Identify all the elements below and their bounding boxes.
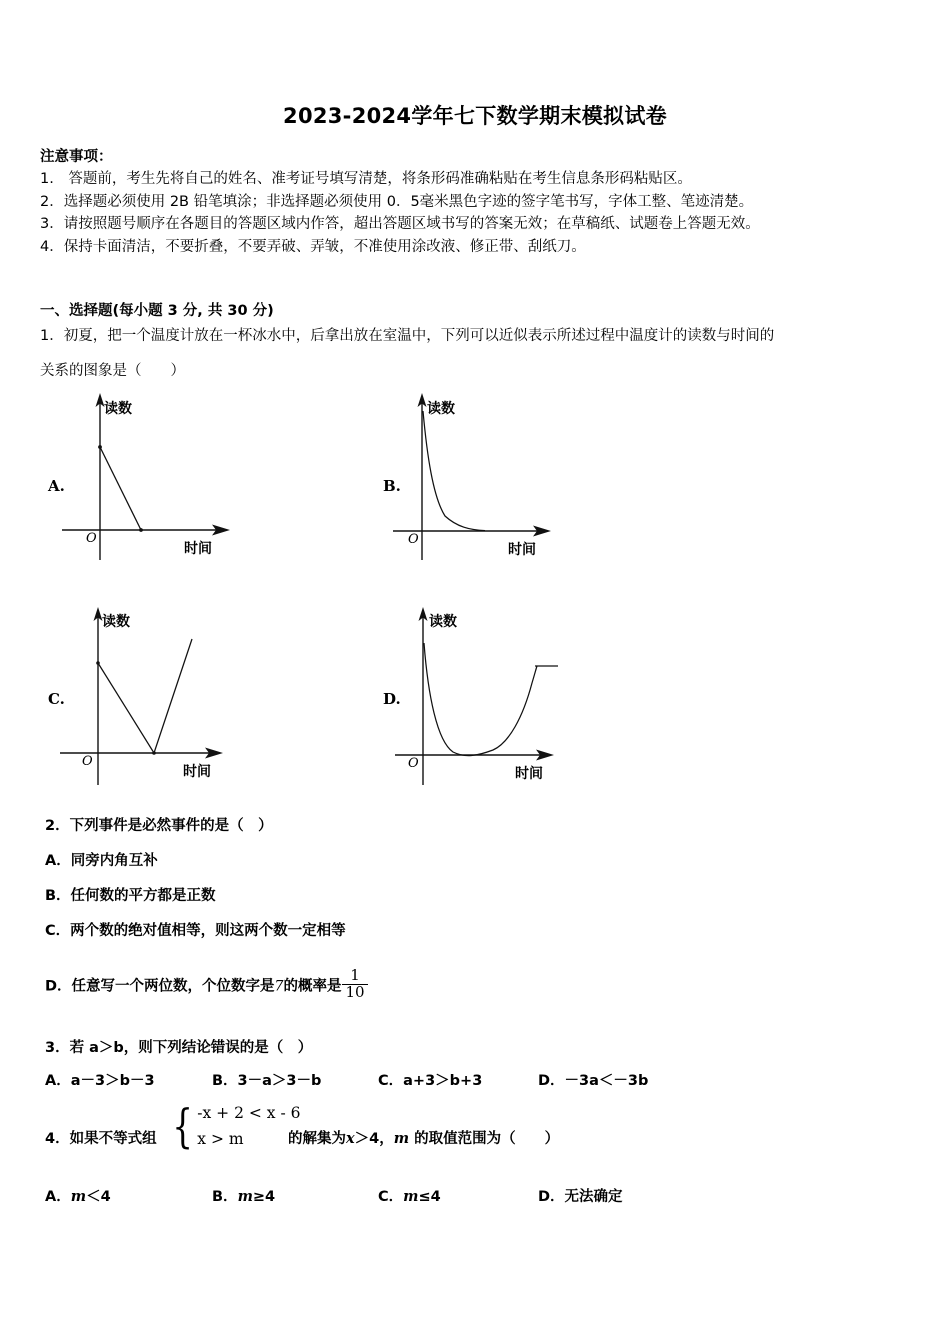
- graph-a-origin-label: O: [86, 531, 97, 546]
- graph-a-y-axis-label: 读数: [104, 401, 132, 417]
- graph-d-origin-label: O: [408, 756, 419, 771]
- q4-opt-b-letter: B．: [212, 1189, 238, 1205]
- question-3-option-d[interactable]: D．－3a＜－3b: [538, 1073, 649, 1089]
- q2-option-d-digit: 7: [274, 978, 284, 995]
- q4-opt-d-rest: 无法确定: [564, 1189, 623, 1205]
- question-4-option-b[interactable]: [212, 1185, 275, 1206]
- question-2-option-a[interactable]: A．同旁内角互补: [45, 853, 158, 869]
- question-1-stem-line1: 1．初夏，把一个温度计放在一杯冰水中，后拿出放在室温中，下列可以近似表示所述过程中温度计的读数与时间的: [40, 328, 775, 344]
- question-2-option-c[interactable]: C．两个数的绝对值相等，则这两个数一定相等: [45, 923, 346, 939]
- graph-c-x-axis-label: 时间: [183, 764, 211, 780]
- q4-opt-c-var: m: [403, 1188, 419, 1205]
- q4-opt-d-letter: D．: [538, 1189, 565, 1205]
- option-label-a: A.: [48, 477, 65, 495]
- question-4-stem-suffix: [288, 1127, 559, 1148]
- option-label-c: C.: [48, 690, 65, 708]
- question-4-inequality-system: [168, 1098, 301, 1154]
- graph-b-origin-label: O: [408, 532, 419, 547]
- question-3-option-a[interactable]: A．a－3＞b－3: [45, 1073, 155, 1089]
- graph-c-origin-label: O: [82, 754, 93, 769]
- q4-opt-b-var: m: [237, 1188, 253, 1205]
- fraction-numerator: 1: [350, 966, 360, 984]
- question-2-option-d[interactable]: [45, 968, 369, 1001]
- q4-suffix-var-m: m: [393, 1130, 410, 1147]
- question-4-option-d[interactable]: [538, 1185, 623, 1206]
- question-3-option-b[interactable]: B．3－a＞3－b: [212, 1073, 322, 1089]
- option-label-d: D.: [383, 690, 401, 708]
- notice-item-4: 4．保持卡面清洁，不要折叠，不要弄破、弄皱，不准使用涂改液、修正带、刮纸刀。: [40, 238, 586, 255]
- graph-b-y-axis-label: 读数: [427, 401, 455, 417]
- question-4-option-a[interactable]: [45, 1185, 111, 1206]
- question-1-option-d[interactable]: [375, 595, 705, 795]
- question-1-option-b[interactable]: [375, 385, 705, 585]
- fraction-denominator: 10: [342, 984, 367, 1001]
- graph-d-y-axis-label: 读数: [429, 614, 457, 630]
- q4-opt-a-letter: A．: [45, 1189, 71, 1205]
- q2-option-d-middle: 的概率是: [283, 978, 342, 995]
- q4-opt-b-rest: ≥4: [252, 1189, 276, 1205]
- question-2-stem: 2．下列事件是必然事件的是（ ）: [45, 818, 273, 834]
- q4-suffix-var-x: x: [346, 1130, 355, 1147]
- question-3-option-c[interactable]: C．a+3＞b+3: [378, 1073, 483, 1089]
- system-row-2: x > m: [197, 1130, 244, 1148]
- section-heading-choice: 一、选择题(每小题 3 分, 共 30 分): [40, 303, 274, 319]
- graph-b-x-axis-label: 时间: [508, 542, 536, 558]
- q2-option-d-fraction: [342, 968, 367, 1001]
- notice-heading: 注意事项：: [40, 149, 113, 165]
- notice-item-1: 1. 答题前，考生先将自己的姓名、准考证号填写清楚，将条形码准确粘贴在考生信息条形码粘贴区。: [40, 171, 692, 187]
- graph-a-x-axis-label: 时间: [184, 541, 212, 557]
- question-4-option-c[interactable]: [378, 1185, 441, 1206]
- system-row-1: -x + 2 < x - 6: [197, 1104, 301, 1122]
- graph-c-y-axis-label: 读数: [102, 614, 130, 630]
- q4-opt-a-var: m: [70, 1188, 87, 1205]
- graph-d-x-axis-label: 时间: [515, 766, 543, 782]
- graph-b-exponential-decay: [375, 385, 705, 575]
- notice-item-2: 2．选择题必须使用 2B 铅笔填涂；非选择题必须使用 0．5毫米黑色字迹的签字笔书写，字体工整、笔迹清楚。: [40, 193, 754, 210]
- q4-opt-c-rest: ≤4: [418, 1189, 441, 1205]
- system-brace: {: [172, 1099, 193, 1153]
- question-1-stem-line2: 关系的图象是（ ）: [40, 363, 185, 379]
- q4-opt-a-rest: ＜4: [86, 1189, 111, 1205]
- page-title: 2023-2024学年七下数学期末模拟试卷: [283, 104, 667, 128]
- q4-opt-c-letter: C．: [378, 1189, 404, 1205]
- question-1-option-c[interactable]: [40, 595, 370, 795]
- question-3-stem: 3．若 a＞b，则下列结论错误的是（ ）: [45, 1040, 313, 1056]
- question-1-option-a[interactable]: [40, 385, 370, 585]
- q2-option-d-prefix: D．任意写一个两位数，个位数字是: [45, 978, 275, 995]
- question-4-stem-prefix: 4．如果不等式组: [45, 1131, 157, 1147]
- option-label-b: B.: [383, 477, 401, 495]
- notice-item-3: 3．请按照题号顺序在各题目的答题区域内作答，超出答题区域书写的答案无效；在草稿纸、试题卷上答题无效。: [40, 216, 760, 232]
- notice-block: [40, 146, 920, 258]
- q4-suffix-part1: 的解集为: [288, 1131, 346, 1147]
- q4-suffix-part2: ＞4，: [354, 1131, 394, 1147]
- question-2-option-b[interactable]: B．任何数的平方都是正数: [45, 888, 216, 904]
- q4-suffix-part3: 的取值范围为（ ）: [409, 1131, 560, 1147]
